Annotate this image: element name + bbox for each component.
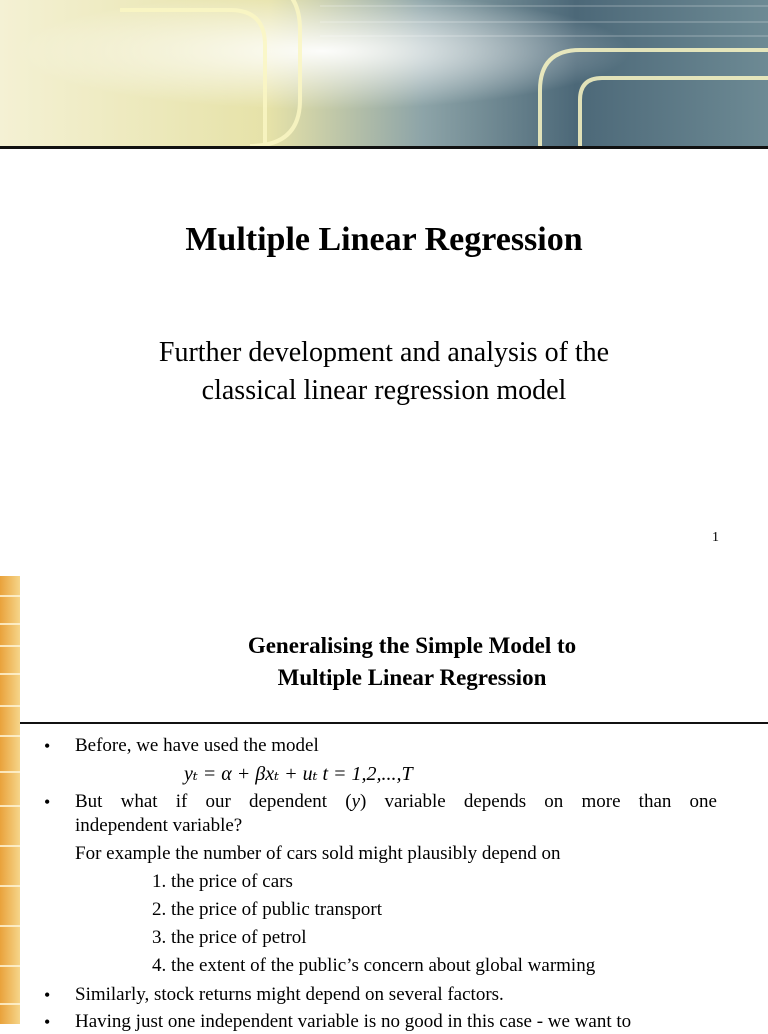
example-intro: For example the number of cars sold might plausibly depend on (75, 843, 561, 864)
bullet-text: Similarly, stock returns might depend on several factors. (75, 984, 504, 1005)
model-equation: yₜ = α + βxₜ + uₜ t = 1,2,...,T (184, 763, 413, 785)
numbered-item: 3. the price of petrol (152, 927, 307, 948)
bullet-marker: • (44, 1012, 51, 1032)
bullet-marker: • (44, 736, 51, 756)
heading-line: Multiple Linear Regression (277, 665, 547, 690)
bullet-text (75, 790, 717, 814)
text-run: ) variable depends on more than one (360, 791, 717, 812)
bullet-marker: • (44, 792, 51, 812)
text-run: But what if our dependent ( (75, 791, 352, 812)
slide-title: Multiple Linear Regression (185, 221, 583, 258)
bullet-text: Having just one independent variable is no good in this case - we want to (75, 1011, 632, 1032)
subtitle-line: classical linear regression model (201, 375, 567, 406)
heading-line: Generalising the Simple Model to (247, 633, 577, 658)
numbered-item: 2. the price of public transport (152, 899, 383, 920)
bullet-text-continued: independent variable? (75, 815, 243, 836)
subtitle-line: Further development and analysis of the (158, 337, 610, 368)
page-number: 1 (712, 530, 719, 545)
numbered-item: 4. the extent of the public’s concern about global warming (152, 955, 596, 976)
bullet-text: Before, we have used the model (75, 735, 319, 756)
bullet-marker: • (44, 985, 51, 1005)
numbered-item: 1. the price of cars (152, 871, 293, 892)
variable-y: y (351, 791, 361, 812)
